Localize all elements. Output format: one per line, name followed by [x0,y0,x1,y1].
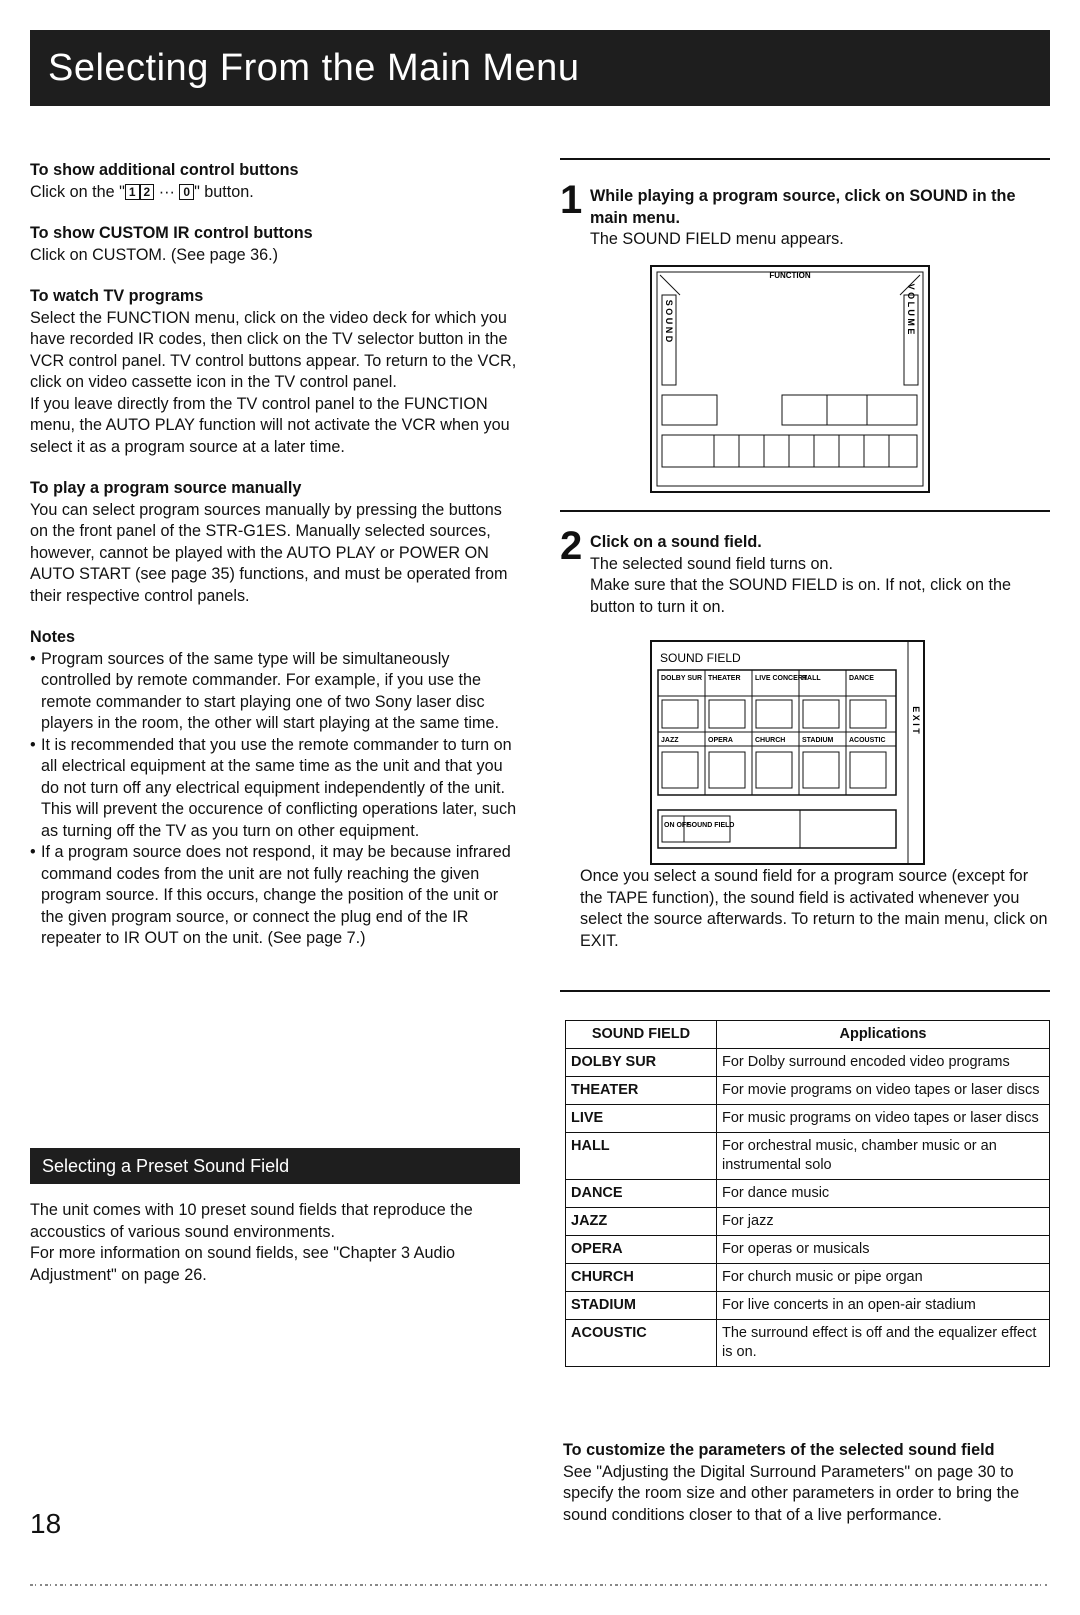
table-row [566,1264,1050,1292]
table-cell-sound-field: CHURCH [566,1264,717,1292]
step-instruction: Click on a sound field. [590,533,762,551]
key-1-box: 1 [125,184,140,200]
note-item: • Program sources of the same type will be simultaneously controlled by remote commander. For example, if you use the remote commander to start playing one of two Sony laser disc players in the room, the other will start playing at the same time. [30,649,499,732]
field-button-dolby [662,700,698,728]
field-button-stadium [803,752,839,788]
field-button-jazz [662,752,698,788]
section-text: The unit comes with 10 preset sound fields that reproduce the accoustics of various sound environments. [30,1201,473,1241]
field-label-live: LIVE CONCERT [755,675,808,682]
frame-corner [660,275,680,295]
field-label-opera: OPERA [708,737,733,744]
table-row [566,1133,1050,1180]
step-text: The selected sound field turns on. [590,554,833,573]
divider [560,990,1050,992]
bullet-icon: • [30,843,36,861]
table-cell-sound-field: LIVE [566,1105,717,1133]
table-row [566,1180,1050,1208]
table-cell-sound-field: OPERA [566,1236,717,1264]
step-2-block [560,510,1050,618]
table-cell-application: For music programs on video tapes or laser discs [717,1105,1050,1133]
preset-section [30,1200,520,1286]
table-row [566,1208,1050,1236]
field-label-church: CHURCH [755,737,786,744]
step-text: The SOUND FIELD menu appears. [590,230,844,248]
table-cell-application: The surround effect is off and the equalizer effect is on. [717,1320,1050,1367]
section-text: For more information on sound fields, see "Chapter 3 Audio Adjustment" on page 26. [30,1244,456,1284]
section-text: Select the FUNCTION menu, click on the video deck for which you have recorded IR codes, then click on the TV selector button in the VCR control panel. TV control buttons appear. To return to the VCR, click on video cassette icon in the TV control panel. [30,308,517,391]
customize-section [563,1440,1053,1526]
field-button-dance [850,700,886,728]
field-label-dance: DANCE [849,675,874,682]
step-number: 2 [560,524,583,568]
field-button-acoustic [850,752,886,788]
table-header-applications: Applications [717,1021,1050,1049]
function-label: FUNCTION [769,271,811,280]
bullet-icon: • [30,649,36,668]
step-number: 1 [560,178,583,222]
table-cell-sound-field: DOLBY SUR [566,1049,717,1077]
section-notes [30,627,520,950]
field-button-live [756,700,792,728]
section-additional-buttons [30,160,520,203]
section-heading: Notes [30,628,75,646]
exit-strip [908,641,924,864]
note-item: • It is recommended that you use the remote commander to turn on all electrical equipment at the same time as the unit and that you do not turn off any electrical equipment independently of the unit. This will prevent the occurence of conflicting operations later, such as turning off the TV as you turn on other equipment. [30,735,517,840]
sound-field-button-label: SOUND FIELD [687,822,735,829]
table-cell-application: For operas or musicals [717,1236,1050,1264]
table-row [566,1077,1050,1105]
table-cell-sound-field: STADIUM [566,1292,717,1320]
table-header-row [566,1021,1050,1049]
step-2 [560,524,1050,618]
table-cell-application: For jazz [717,1208,1050,1236]
figure-inner-frame [657,272,923,486]
divider [560,158,1050,160]
section-heading: To customize the parameters of the selected sound field [563,1441,995,1459]
section-text: You can select program sources manually by pressing the buttons on the front panel of the STR-G1ES. Manually selected sources, however, cannot be played with the AUTO PLAY or POWER ON AUTO START (see page 35) functions, and must be operated from their respective control panels. [30,500,508,605]
step-text: Make sure that the SOUND FIELD is on. If not, click on the button to turn it on. [590,576,1012,616]
section-text: Click on the " 1 2 ··· 0 " button. [30,182,254,201]
sound-field-figure [650,640,925,865]
section-watch-tv [30,286,520,458]
section-heading: To show CUSTOM IR control buttons [30,224,313,242]
field-label-stadium: STADIUM [802,737,834,744]
table-cell-sound-field: HALL [566,1133,717,1180]
field-button-hall [803,700,839,728]
table-cell-application: For dance music [717,1180,1050,1208]
section-heading: To play a program source manually [30,479,302,497]
sound-field-grid [658,670,896,795]
table-row [566,1049,1050,1077]
control-button [782,395,827,425]
table-header-sound-field: SOUND FIELD [566,1021,717,1049]
field-button-theater [709,700,745,728]
note-item: • If a program source does not respond, it may be because infrared command codes from the unit are not fully reaching the given program source. If this occurs, change the position of the unit or the given program source, or connect the plug end of the IR repeater to IR OUT on the unit. (See page 7.) [30,843,511,947]
sound-field-toggle [662,816,730,842]
table-cell-application: For church music or pipe organ [717,1264,1050,1292]
table-cell-application: For movie programs on video tapes or laser discs [717,1077,1050,1105]
control-button [662,395,717,425]
notes-list [30,649,520,950]
table-cell-application: For live concerts in an open-air stadium [717,1292,1050,1320]
on-off-label: ON OFF [664,822,691,829]
section-text: See "Adjusting the Digital Surround Parameters" on page 30 to specify the room size and other parameters in order to bring the sound conditions closer to that of a live performance. [563,1462,1020,1524]
table-row [566,1105,1050,1133]
figure-frame [651,266,929,492]
field-label-jazz: JAZZ [661,737,679,744]
table-cell-sound-field: JAZZ [566,1208,717,1236]
table-cell-sound-field: DANCE [566,1180,717,1208]
exit-label: E X I T [911,706,921,734]
step-instruction: While playing a program source, click on SOUND in the main menu. [590,187,1016,227]
section-play-manually [30,478,520,607]
page-title: Selecting From the Main Menu [30,30,1050,106]
section-text: Click on CUSTOM. (See page 36.) [30,245,279,264]
after-figure-text: Once you select a sound field for a program source (except for the TAPE function), the sound field is activated whenever you select the source afterwards. To return to the main menu, click on EXIT. [580,867,1048,950]
page-number: 18 [30,1508,62,1539]
step-1 [560,178,1050,251]
section-heading: To show additional control buttons [30,161,299,179]
control-button [827,395,867,425]
sound-field-table [565,1020,1050,1367]
scan-noise [30,1580,1050,1590]
table-cell-sound-field: THEATER [566,1077,717,1105]
table-row [566,1292,1050,1320]
table-row [566,1320,1050,1367]
field-label-acoustic: ACOUSTIC [849,737,886,744]
divider [560,510,1050,512]
table-cell-application: For Dolby surround encoded video programs [717,1049,1050,1077]
section-heading: To watch TV programs [30,287,204,305]
field-label-theater: THEATER [708,675,741,682]
bullet-icon: • [30,735,36,754]
field-label-dolby: DOLBY SUR [661,675,703,682]
table-row [566,1236,1050,1264]
field-button-opera [709,752,745,788]
volume-label: V O L U M E [906,283,916,335]
subsection-heading: Selecting a Preset Sound Field [30,1148,520,1184]
table-cell-application: For orchestral music, chamber music or an instrumental solo [717,1133,1050,1180]
sound-label: S O U N D [664,299,674,343]
control-button [867,395,917,425]
right-column [560,158,1050,251]
section-custom-ir [30,223,520,266]
table-cell-sound-field: ACOUSTIC [566,1320,717,1367]
sound-field-title: SOUND FIELD [660,651,741,665]
section-text: If you leave directly from the TV control panel to the FUNCTION menu, the AUTO PLAY function will not activate the VCR when you select it as a program source at a later time. [30,394,510,456]
key-0-box: 0 [179,184,194,200]
left-column [30,160,520,970]
sound-menu-figure [650,265,930,493]
key-2-box: 2 [140,184,155,200]
field-label-hall: HALL [802,675,821,682]
field-button-church [756,752,792,788]
